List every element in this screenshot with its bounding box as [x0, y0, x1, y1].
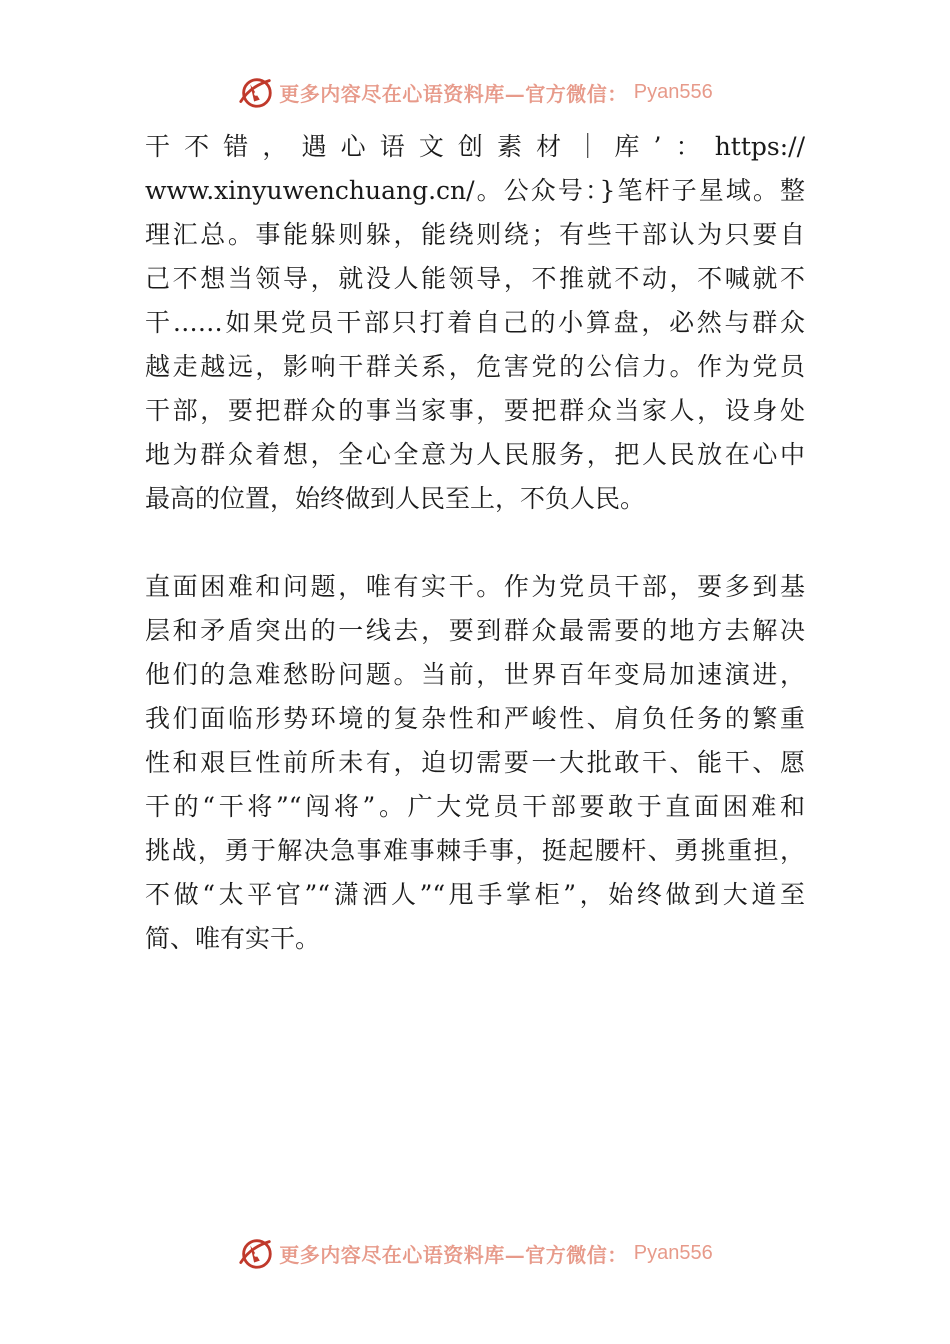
paragraph-line: 简、唯有实干。: [145, 924, 321, 953]
header-wechat-id: Pyan556: [633, 80, 713, 103]
header-banner: [0, 70, 950, 114]
pen-circle-logo-icon: [237, 1234, 275, 1272]
paragraph-line: 理汇总。事能躲则躲，能绕则绕；有些干部认为只要自: [145, 220, 805, 249]
paragraph-2: [145, 565, 805, 961]
header-banner-text: 更多内容尽在心语资料库—官方微信：: [279, 81, 628, 106]
paragraph-line: 不做“太平官”“潇洒人”“甩手掌柜”，始终做到大道至: [145, 880, 805, 909]
paragraph-line: 己不想当领导，就没人能领导，不推就不动，不喊就不: [145, 264, 805, 293]
paragraph-1: [145, 125, 805, 521]
header-banner-inner: [237, 73, 712, 111]
footer-wechat-id: Pyan556: [633, 1241, 713, 1264]
paragraph-line: 干部，要把群众的事当家事，要把群众当家人，设身处: [145, 396, 805, 425]
paragraph-line: 越走越远，影响干群关系，危害党的公信力。作为党员: [145, 352, 805, 381]
paragraph-line: 我们面临形势环境的复杂性和严峻性、肩负任务的繁重: [145, 704, 805, 733]
paragraph-line: 性和艰巨性前所未有，迫切需要一大批敢干、能干、愿: [145, 748, 805, 777]
document-body: [145, 125, 805, 961]
paragraph-line: 干……如果党员干部只打着自己的小算盘，必然与群众: [145, 308, 805, 337]
paragraph-line: www.xinyuwenchuang.cn/。公众号：}笔杆子星域。整: [145, 176, 805, 205]
footer-banner-text: 更多内容尽在心语资料库—官方微信：: [279, 1242, 628, 1267]
paragraph-line: 直面困难和问题，唯有实干。作为党员干部，要多到基: [145, 572, 805, 601]
footer-banner-inner: [237, 1234, 712, 1272]
footer-banner: [0, 1231, 950, 1275]
paragraph-line: 干不错，遇心语文创素材｜库’：https://: [145, 132, 805, 161]
paragraph-line: 层和矛盾突出的一线去，要到群众最需要的地方去解决: [145, 616, 805, 645]
pen-circle-logo-icon: [237, 73, 275, 111]
paragraph-line: 地为群众着想，全心全意为人民服务，把人民放在心中: [145, 440, 805, 469]
paragraph-line: 最高的位置，始终做到人民至上，不负人民。: [145, 484, 646, 513]
paragraph-line: 干的“干将”“闯将”。广大党员干部要敢于直面困难和: [145, 792, 805, 821]
paragraph-line: 挑战，勇于解决急事难事棘手事，挺起腰杆、勇挑重担，: [145, 836, 805, 865]
paragraph-gap: [145, 521, 805, 565]
paragraph-line: 他们的急难愁盼问题。当前，世界百年变局加速演进，: [145, 660, 805, 689]
